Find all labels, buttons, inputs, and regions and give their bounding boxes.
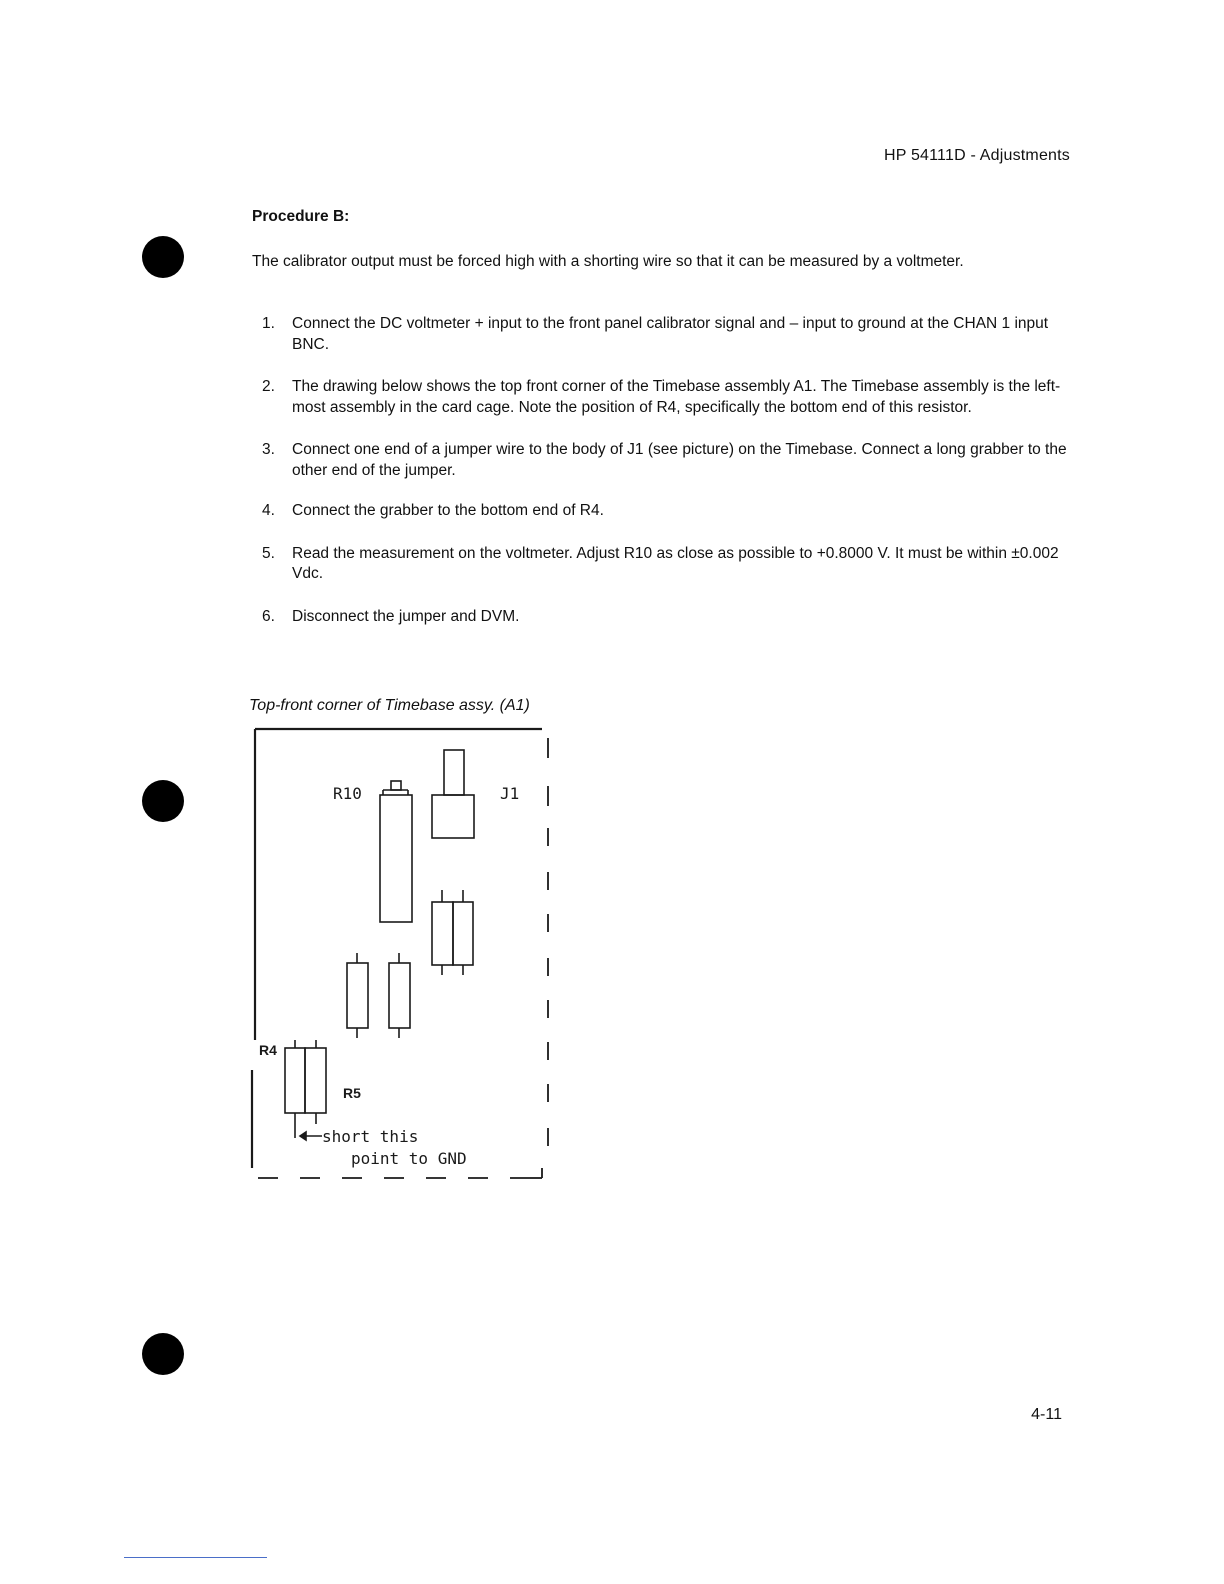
step-item: [252, 314, 1072, 355]
binder-hole-bottom: [142, 1333, 184, 1375]
step-item: [252, 607, 1072, 628]
footer-rule: [124, 1557, 267, 1558]
r10-body: [380, 795, 412, 922]
step-text: Connect one end of a jumper wire to the body of J1 (see picture) on the Timebase. Connect a long grabber to the other end of the jumper.: [292, 441, 1067, 479]
cap-pair-right: [432, 890, 473, 975]
step-number: 1.: [262, 315, 275, 332]
step-text: Disconnect the jumper and DVM.: [292, 607, 520, 625]
timebase-diagram: [240, 720, 570, 1190]
intro-paragraph: The calibrator output must be forced high with a shorting wire so that it can be measured by a voltmeter.: [252, 253, 964, 270]
step-item: [252, 377, 1072, 418]
step-number: 2.: [262, 378, 275, 395]
resistor-middle-2: [389, 953, 410, 1038]
step-number: 6.: [262, 607, 275, 625]
label-j1: J1: [500, 784, 520, 803]
step-item: [252, 501, 1072, 522]
binder-hole-middle: [142, 780, 184, 822]
board-right-dashed-edge: [542, 738, 548, 1178]
r10-knob: [391, 781, 401, 790]
step-item: [252, 544, 1072, 585]
step-number: 5.: [262, 544, 275, 562]
step-text: Connect the grabber to the bottom end of R4.: [292, 502, 604, 519]
short-note-line2: point to GND: [351, 1149, 467, 1168]
binder-hole-top: [142, 236, 184, 278]
label-r10: R10: [333, 784, 362, 803]
label-r4: R4: [259, 1042, 277, 1058]
figure-caption: Top-front corner of Timebase assy. (A1): [249, 697, 530, 714]
step-text: The drawing below shows the top front corner of the Timebase assembly A1. The Timebase assembly is the left-most assembly in the card cage. Note the position of R4, specifically the bottom end of this resistor.: [292, 378, 1061, 416]
resistor-middle-1: [347, 953, 368, 1038]
page-number: 4-11: [1031, 1406, 1062, 1423]
board-left-edge: [252, 729, 255, 1168]
step-text: Connect the DC voltmeter + input to the front panel calibrator signal and – input to ground at the CHAN 1 input BNC.: [292, 315, 1049, 353]
r4-r5-pair: [285, 1040, 326, 1138]
j1-body: [432, 795, 474, 838]
short-point-arrow-icon: [300, 1132, 322, 1140]
step-number: 4.: [262, 502, 275, 519]
page-header: HP 54111D - Adjustments: [883, 147, 1070, 164]
procedure-title: Procedure B:: [252, 208, 350, 225]
label-r5: R5: [343, 1085, 361, 1101]
short-note-line1: short this: [322, 1127, 419, 1146]
procedure-steps: [252, 314, 1072, 627]
step-text: Read the measurement on the voltmeter. Adjust R10 as close as possible to +0.8000 V. It must be within ±0.002 Vdc.: [292, 544, 1059, 582]
step-item: [252, 440, 1072, 481]
step-number: 3.: [262, 441, 275, 458]
j1-top: [444, 750, 464, 795]
